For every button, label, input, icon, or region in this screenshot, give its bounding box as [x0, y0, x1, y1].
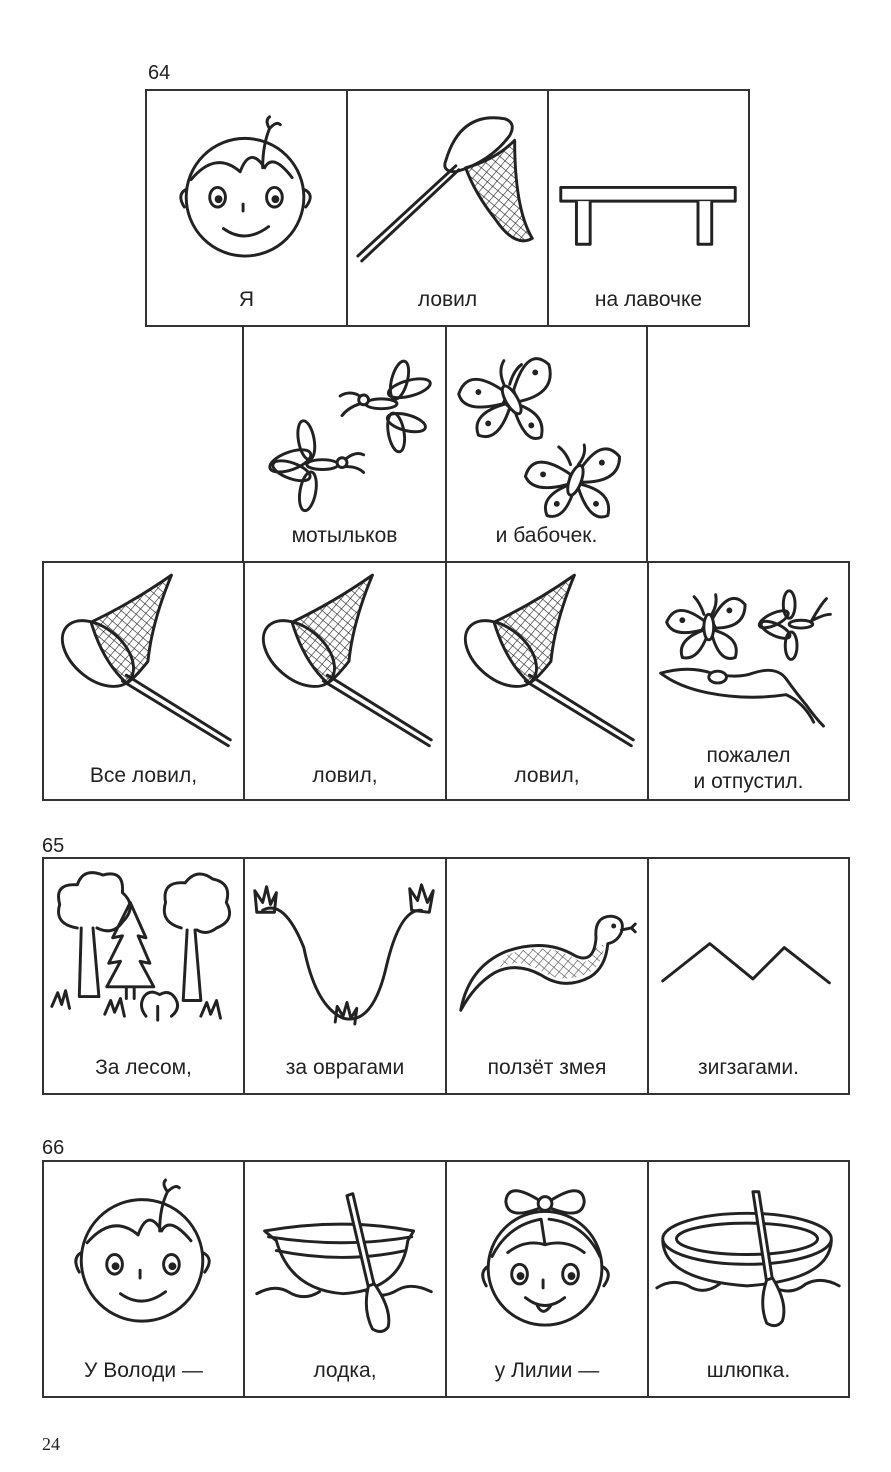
card-vse-lovil	[42, 561, 245, 801]
caption: ловил,	[514, 764, 580, 787]
caption: ловил,	[312, 764, 378, 787]
card-zigzagami	[647, 857, 850, 1095]
caption: ползёт змея	[487, 1056, 607, 1079]
card-lodka	[243, 1160, 447, 1398]
card-lovil-3	[445, 561, 649, 801]
caption: Я	[238, 288, 255, 311]
caption: на лавочке	[594, 288, 703, 311]
caption: шлюпка.	[706, 1359, 791, 1382]
card-lovil	[346, 89, 549, 327]
card-za-ovragami	[243, 857, 447, 1095]
caption: и бабочек.	[495, 524, 598, 547]
caption: За лесом,	[95, 1056, 192, 1079]
caption: за оврагами	[285, 1056, 405, 1079]
caption: у Лилии —	[494, 1359, 600, 1382]
exercise-number-65: 65	[42, 835, 65, 857]
caption: Все ловил,	[89, 764, 198, 787]
exercise-number-66: 66	[42, 1137, 65, 1159]
card-shlyupka	[647, 1160, 850, 1398]
caption: пожалел и отпустил.	[693, 744, 804, 793]
card-u-volodi	[42, 1160, 245, 1398]
card-motylkov	[242, 325, 447, 563]
card-lovil-2	[243, 561, 447, 801]
caption: зигзагами.	[698, 1056, 799, 1079]
caption: мотыльков	[291, 524, 398, 547]
card-polzet-zmeya	[445, 857, 649, 1095]
page-number: 24	[42, 1434, 60, 1454]
card-na-lavochke	[547, 89, 750, 327]
caption: У Володи —	[84, 1359, 203, 1382]
card-za-lesom	[42, 857, 245, 1095]
card-ya	[145, 89, 348, 327]
caption: ловил	[417, 288, 478, 311]
card-pozhalel	[647, 561, 850, 801]
caption: лодка,	[313, 1359, 377, 1382]
card-u-lilii	[445, 1160, 649, 1398]
card-i-babochek	[445, 325, 648, 563]
exercise-number-64: 64	[148, 62, 171, 84]
